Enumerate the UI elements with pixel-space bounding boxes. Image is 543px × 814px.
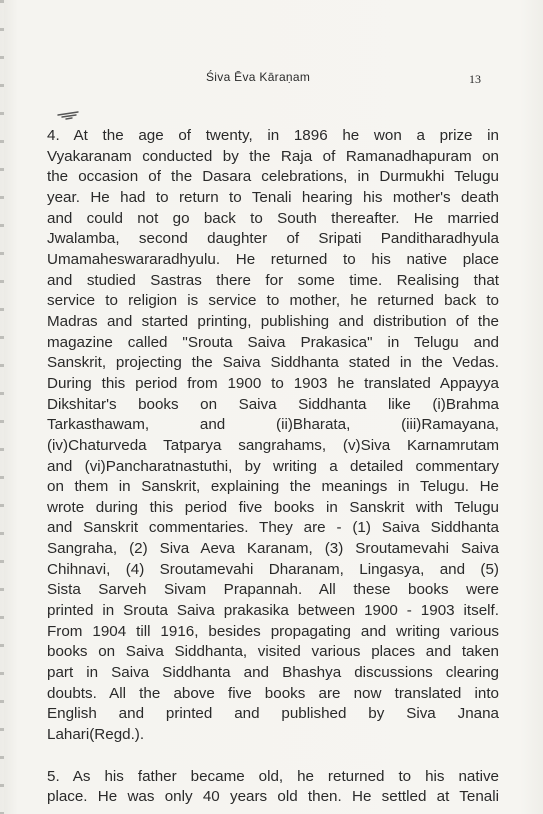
text-line: Vyakaranam conducted by the Raja of Ramanadhapuram on	[47, 147, 499, 165]
text-line: and could not go back to South thereafter. He married	[47, 209, 499, 227]
text-line: During this period from 1900 to 1903 he translated Appayya	[47, 374, 499, 392]
paragraph-4	[47, 126, 499, 746]
text-line: and studied Sastras there for some time. Realising that	[47, 271, 499, 289]
page-binding-edge	[0, 0, 4, 814]
text-line: part in Saiva Siddhanta and Bhashya discussions clearing	[47, 664, 499, 682]
text-line: and Sanskrit commentaries. They are - (1) Saiva Siddhanta	[47, 519, 499, 537]
text-line: Madras and started printing, publishing and distribution of the	[47, 312, 499, 330]
text-line: English and printed and published by Siva Jnana	[47, 705, 499, 723]
text-line: doubts. All the above five books are now translated into	[47, 684, 499, 702]
text-line: on them in Sanskrit, explaining the meanings in Telugu. He	[47, 478, 499, 496]
text-line: Sangraha, (2) Siva Aeva Karanam, (3) Sroutamevahi Saiva	[47, 540, 499, 558]
text-line: place. He was only 40 years old then. He settled at Tenali	[47, 788, 499, 806]
text-line: magazine called "Srouta Saiva Prakasica" in Telugu and	[47, 333, 499, 351]
paragraph-5	[47, 767, 499, 808]
text-line: wrote during this period five books in Sanskrit with Telugu	[47, 498, 499, 516]
text-line: Sanskrit, projecting the Saiva Siddhanta stated in the Vedas.	[47, 354, 499, 372]
body-text	[47, 126, 499, 808]
text-line: Dikshitar's books on Saiva Siddhanta like (i)Brahma	[47, 395, 499, 413]
text-line: 4. At the age of twenty, in 1896 he won a prize in	[47, 127, 499, 144]
text-line: (iv)Chaturveda Tatparya sangrahams, (v)Siva Karnamrutam	[47, 436, 499, 454]
text-line: Jwalamba, second daughter of Sripati Panditharadhyula	[47, 230, 499, 248]
text-line: From 1904 till 1916, besides propagating and writing various	[47, 622, 499, 640]
running-header	[0, 70, 543, 88]
text-line: Chihnavi, (4) Sroutamevahi Dharanam, Lingasya, and (5)	[47, 560, 499, 578]
text-line: service to religion is service to mother, he returned back to	[47, 292, 499, 310]
text-line: Tarkasthawam, and (ii)Bharata, (iii)Ramayana,	[47, 416, 499, 434]
page-number: 13	[469, 72, 481, 86]
text-line: year. He had to return to Tenali hearing his mother's death	[47, 188, 499, 206]
text-line: 5. As his father became old, he returned to his native	[47, 767, 499, 785]
text-line: Sista Sarveh Sivam Prapannah. All these books were	[47, 581, 499, 599]
text-line: the occasion of the Dasara celebrations, in Durmukhi Telugu	[47, 168, 499, 186]
text-line: Lahari(Regd.).	[47, 726, 145, 744]
paragraph-spacer	[47, 746, 499, 767]
text-line: and (vi)Pancharatnastuthi, by writing a detailed commentary	[47, 457, 499, 475]
text-line: Umamaheswararadhyulu. He returned to his native place	[47, 250, 499, 268]
text-line: printed in Srouta Saiva prakasika between 1900 - 1903 itself.	[47, 602, 499, 620]
text-line: books on Saiva Siddhanta, visited various places and taken	[47, 643, 499, 661]
running-title: Śiva Ēva Kāraṇam	[206, 70, 311, 84]
pen-mark-icon	[56, 110, 82, 124]
